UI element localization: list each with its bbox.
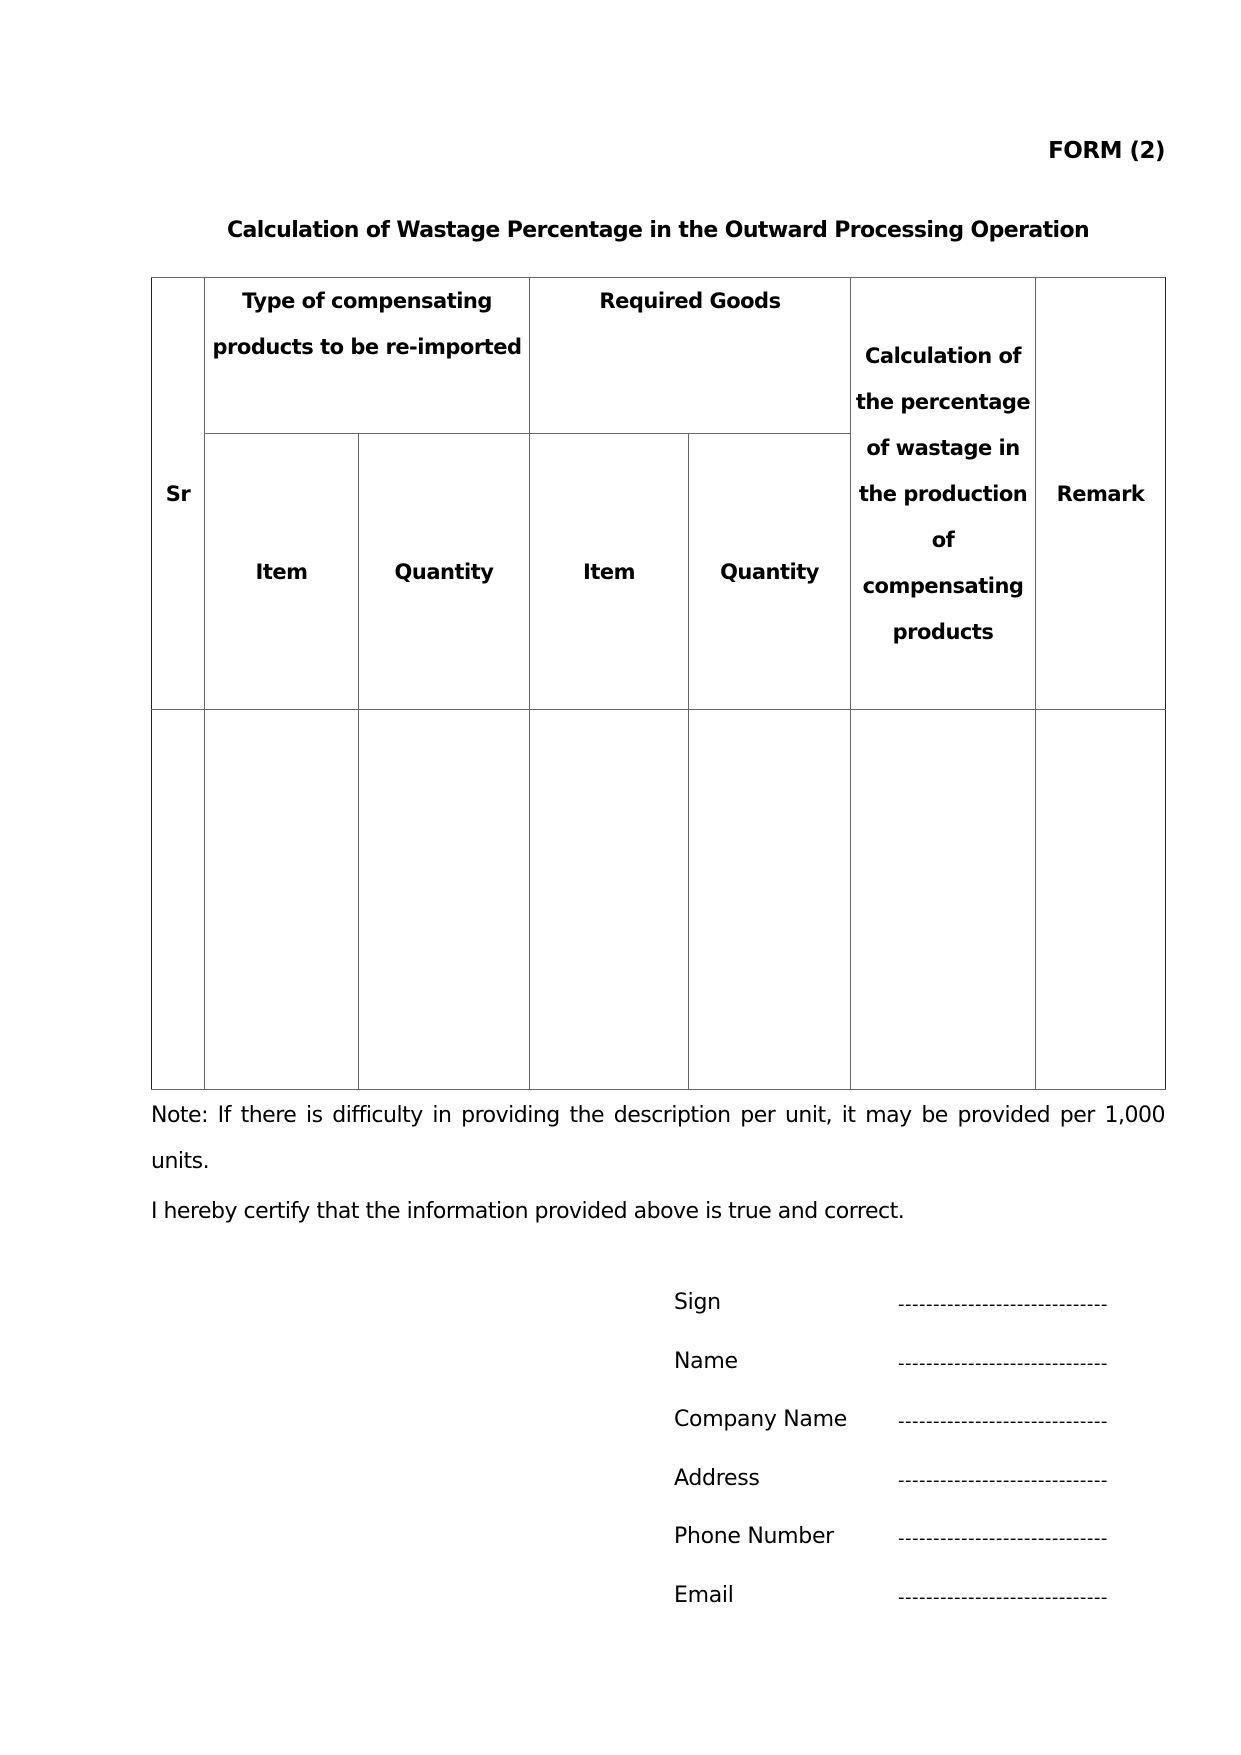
- sig-row-email: [674, 1583, 1174, 1642]
- sig-label: Address: [674, 1465, 760, 1491]
- header-comp-quantity: Quantity: [359, 434, 530, 710]
- sig-label: Name: [674, 1348, 738, 1374]
- cell-sr[interactable]: [152, 710, 205, 1090]
- cell-remark[interactable]: [1036, 710, 1166, 1090]
- wastage-table: [151, 277, 1166, 1090]
- header-wastage-calculation: Calculation of the percentage of wastage in the production of compensating products: [851, 278, 1036, 710]
- sig-label: Email: [674, 1582, 734, 1608]
- cell-req-item[interactable]: [530, 710, 689, 1090]
- table-row: [152, 710, 1166, 1090]
- sig-label: Phone Number: [674, 1524, 834, 1549]
- sig-row-sign: [674, 1290, 1174, 1349]
- note-text: Note: If there is difficulty in providing the description per unit, it may be provided per 1,000 units.: [151, 1103, 1165, 1174]
- sig-line-field[interactable]: ------------------------------: [898, 1411, 1108, 1432]
- cell-comp-quantity[interactable]: [359, 710, 530, 1090]
- cell-comp-item[interactable]: [205, 710, 359, 1090]
- page-title: Calculation of Wastage Percentage in the Outward Processing Operation: [226, 218, 1090, 243]
- header-sr: Sr: [152, 278, 205, 710]
- header-req-quantity: Quantity: [689, 434, 851, 710]
- sig-line-field[interactable]: ------------------------------: [898, 1294, 1108, 1315]
- header-req-item: Item: [530, 434, 689, 710]
- sig-line-field[interactable]: ------------------------------: [898, 1528, 1108, 1549]
- header-remark: Remark: [1036, 278, 1166, 710]
- sig-row-phone-number: [674, 1524, 1174, 1583]
- sig-row-name: [674, 1349, 1174, 1408]
- certification-text: I hereby certify that the information provided above is true and correct.: [151, 1199, 905, 1224]
- form-number: FORM (2): [1048, 138, 1165, 164]
- header-compensating-products: Type of compensating products to be re-imported: [205, 278, 530, 434]
- header-required-goods: Required Goods: [530, 278, 851, 434]
- signature-block: [674, 1290, 1174, 1641]
- sig-row-address: [674, 1466, 1174, 1525]
- sig-row-company-name: [674, 1407, 1174, 1466]
- header-comp-item: Item: [205, 434, 359, 710]
- cell-req-quantity[interactable]: [689, 710, 851, 1090]
- sig-line-field[interactable]: ------------------------------: [898, 1469, 1108, 1491]
- sig-label: Sign: [674, 1290, 721, 1315]
- sig-label: Company Name: [674, 1407, 847, 1432]
- sig-line-field[interactable]: ------------------------------: [898, 1352, 1108, 1374]
- sig-line-field[interactable]: ------------------------------: [898, 1586, 1108, 1608]
- cell-calculation[interactable]: [851, 710, 1036, 1090]
